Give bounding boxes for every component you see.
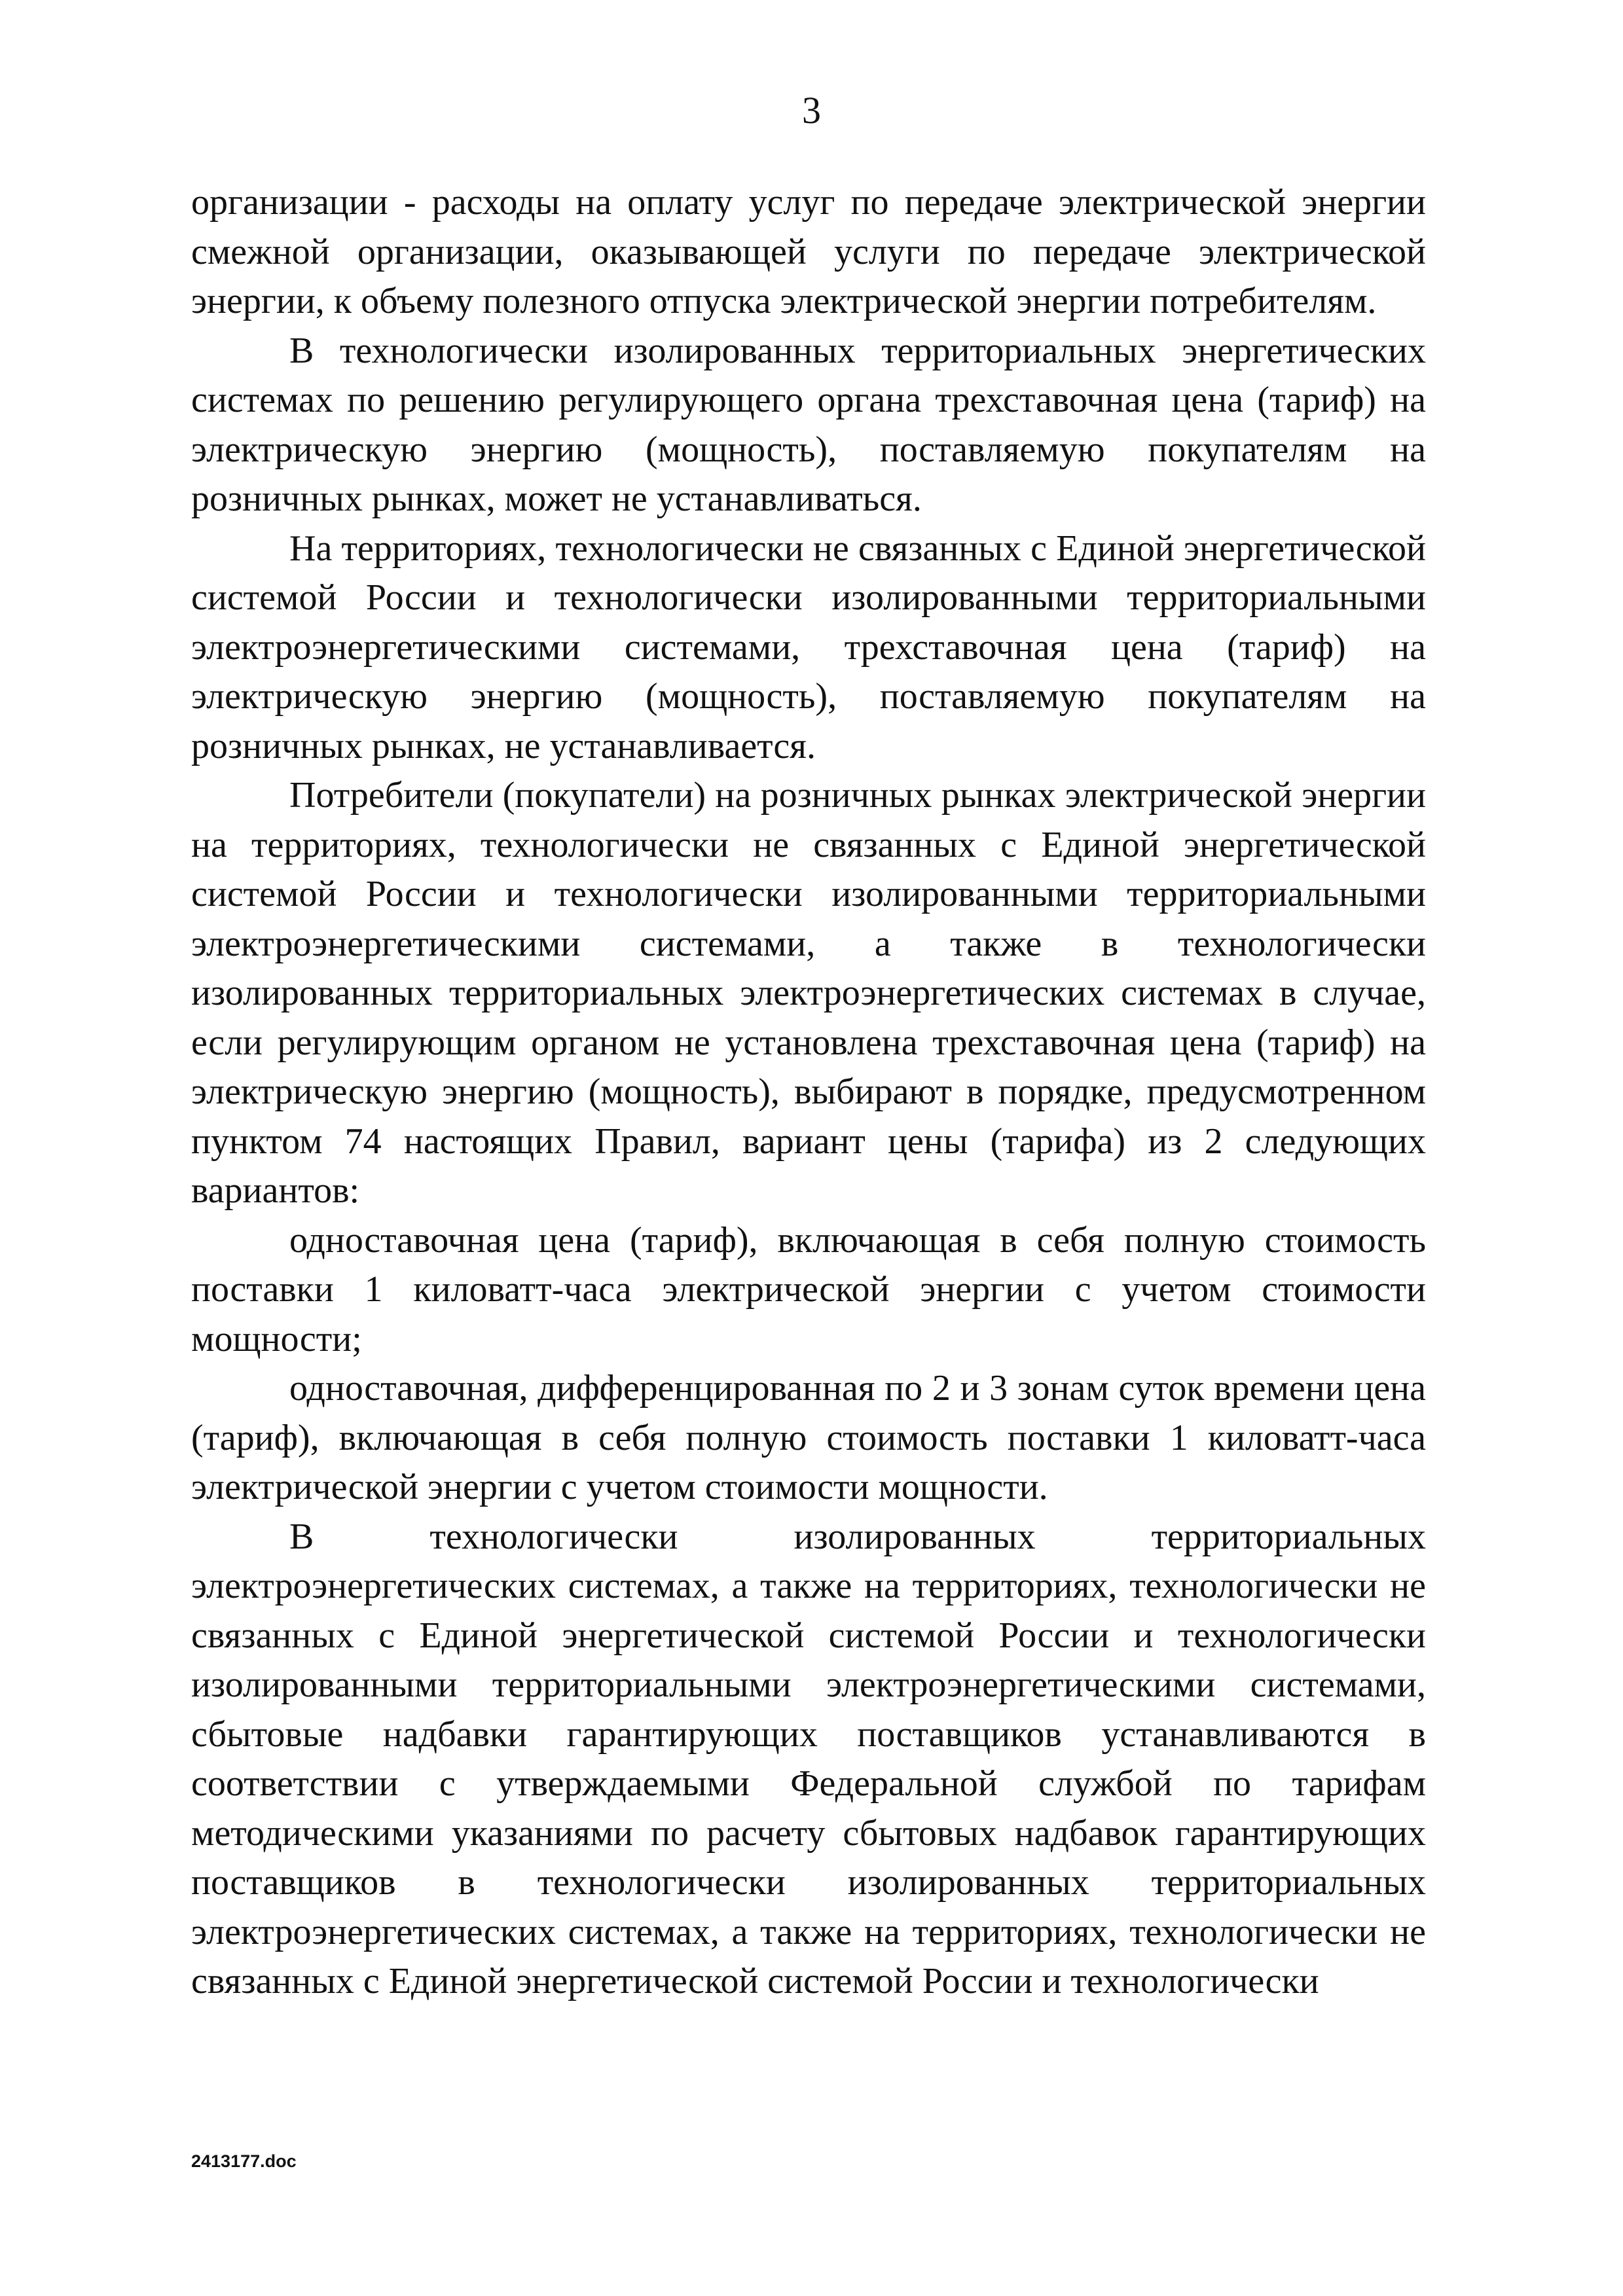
document-body — [191, 178, 1426, 2007]
page-number: 3 — [802, 89, 821, 132]
paragraph-4: Потребители (покупатели) на розничных рынках электрической энергии на территориях, технологически не связанных с Единой энергетической системой России и технологически изолированными территориальными электроэнергетическими системами, а также в технологически изолированных территориальных электроэнергетических системах в случае, если регулирующим органом не установлена трехставочная цена (тариф) на электрическую энергию (мощность), выбирают в порядке, предусмотренном пунктом 74 настоящих Правил, вариант цены (тарифа) из 2 следующих вариантов: — [191, 775, 1426, 1211]
paragraph-6: одноставочная, дифференцированная по 2 и 3 зонам суток времени цена (тариф), включающая в себя полную стоимость поставки 1 киловатт-часа электрической энергии с учетом стоимости мощности. — [191, 1368, 1426, 1507]
paragraph-3: На территориях, технологически не связанных с Единой энергетической системой России и технологически изолированными территориальными электроэнергетическими системами, трехставочная цена (тариф) на электрическую энергию (мощность), поставляемую покупателям на розничных рынках, не устанавливается. — [191, 528, 1426, 766]
paragraph-1: организации - расходы на оплату услуг по передаче электрической энергии смежной организации, оказывающей услуги по передаче электрической энергии, к объему полезного отпуска электрической энергии потребителям. — [191, 182, 1426, 321]
paragraph-5: одноставочная цена (тариф), включающая в себя полную стоимость поставки 1 киловатт-часа электрической энергии с учетом стоимости мощности; — [191, 1219, 1426, 1359]
paragraph-2: В технологически изолированных территориальных энергетических системах по решению регулирующего органа трехставочная цена (тариф) на электрическую энергию (мощность), поставляемую покупателям на розничных рынках, может не устанавливаться. — [191, 330, 1426, 519]
paragraph-7: В технологически изолированных территориальных электроэнергетических системах, а также на территориях, технологически не связанных с Единой энергетической системой России и технологически изолированными территориальными электроэнергетическими системами, сбытовые надбавки гарантирующих поставщиков устанавливаются в соответствии с утверждаемыми Федеральной службой по тарифам методическими указаниями по расчету сбытовых надбавок гарантирующих поставщиков в технологически изолированных территориальных электроэнергетических системах, а также на территориях, технологически не связанных с Единой энергетической системой России и технологически — [191, 1516, 1426, 2001]
footer-file-code: 2413177.doc — [191, 2151, 297, 2171]
